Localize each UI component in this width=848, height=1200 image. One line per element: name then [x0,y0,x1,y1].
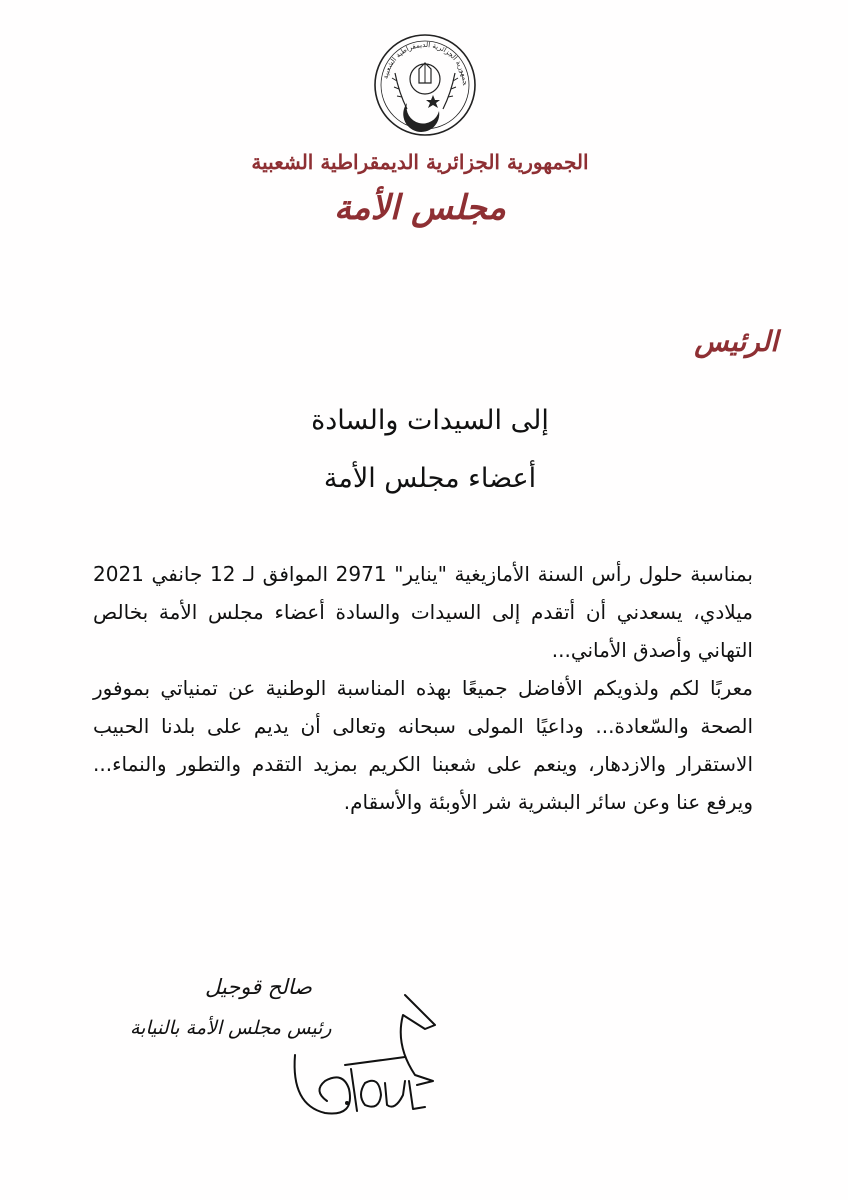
signer-title: رئيس مجلس الأمة بالنيابة [130,1017,332,1039]
seal-text: جمهورية الجزائرية الديمقراطية الشعبية [381,40,470,86]
signer-name: صالح قوجيل [205,975,312,999]
council-heading: مجلس الأمة [334,188,506,228]
republic-heading: الجمهورية الجزائرية الديمقراطية الشعبية [251,150,589,174]
national-emblem-icon [373,33,477,137]
address-line-2: أعضاء مجلس الأمة [323,463,537,494]
signature-icon [285,985,455,1125]
office-label: الرئيس [694,325,778,358]
body-paragraph: بمناسبة حلول رأس السنة الأمازيغية "يناير" 2971 الموافق لـ 12 جانفي 2021 ميلادي، يسعدني أن أتقدم إلى السيدات والسادة أعضاء مجلس الأمة بخالص التهاني وأصدق الأماني... [93,562,753,662]
letter-body [93,555,753,821]
address-line-1: إلى السيدات والسادة [311,405,549,436]
body-paragraph: معربًا لكم ولذويكم الأفاضل جميعًا بهذه المناسبة الوطنية عن تمنياتي بموفور الصحة والسّعادة... وداعيًا المولى سبحانه وتعالى أن يديم على بلدنا الحبيب الاستقرار والازدهار، وينعم على شعبنا الكريم بمزيد التقدم والتطور والنماء... ويرفع عنا وعن سائر البشرية شر الأوبئة والأسقام. [93,676,753,814]
